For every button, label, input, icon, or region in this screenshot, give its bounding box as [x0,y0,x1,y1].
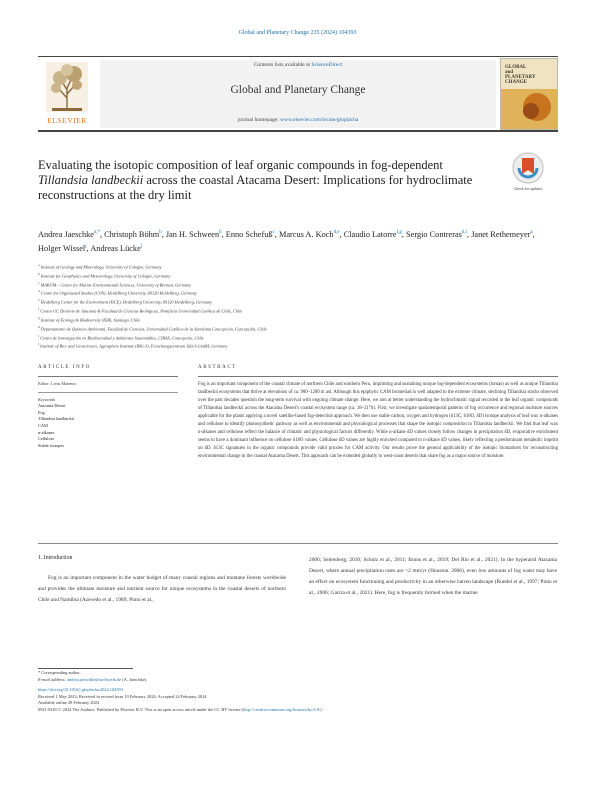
keywords-heading: Keywords [38,396,56,402]
author-name[interactable]: Marcus A. Koch [278,229,334,239]
email-label: E-mail address: [38,676,68,682]
author-affiliation-marker[interactable]: d,e [333,230,340,235]
homepage-prefix: journal homepage: [237,117,281,123]
affiliation-text: Institute of Geology and Mineralogy, University of Cologne, Germany [40,264,162,270]
author-name[interactable]: Claudio Latorre [343,229,397,239]
author-affiliation-marker[interactable]: b [159,230,162,235]
license-line [38,707,558,714]
affiliation-item [38,324,558,333]
contents-prefix: Contents lists available at [253,62,312,68]
crossmark-icon[interactable] [510,150,546,186]
doi-link[interactable]: https://doi.org/10.1016/j.gloplacha.2024.104393 [38,687,123,693]
title-part-2: across the coastal Atacama Desert: Implications for hydroclimate reconstructions at the dry limit [38,173,473,202]
affiliation-item [38,315,558,324]
author-affiliation-marker[interactable]: j [85,244,87,250]
affiliation-key: c [38,280,40,285]
keyword: n-alkanes [38,429,55,435]
affiliation-text: Institute of Ecology & Biodiversity (IEB), Santiago, Chile [40,317,141,323]
affiliation-item [38,333,558,342]
header-top-rule [38,56,558,57]
article-info-rule [38,376,178,377]
affiliation-text: Centro de Investigación en Biodiversidad y Ambientes Sustentables, CIBAS, Concepción, Chile [40,335,204,341]
contents-available [100,62,496,68]
keyword: Atacama Desert [38,403,66,409]
affiliation-item [38,280,558,289]
article-info-heading: ARTICLE INFO [38,365,91,370]
keywords-rule [38,392,178,393]
editor-line: Editor: Liviu Matenco [38,380,77,386]
affiliation-text: MARUM – Center for Marine Environmental Sciences, University of Bremen, Germany [40,282,192,288]
affiliation-key: e [38,298,40,303]
keyword: Stable isotopes [38,442,64,448]
intro-right-text: 2006; Seitenberg, 2010; Schulz et al., 2011; Bruns et al., 2019; Del Río et al., 2021). In the hyperarid Atacama Desert, where annual precipitation rates are <2 mm/yr (Houston, 2006), even low amounts of fog water may have an effect on ecosystem functioning and productivity in an otherwise barren landscape (Rundel et al., 1997; Pinto et al., 2006; García et al., 2021). Here, fog is frequently formed when the marine [309,557,557,596]
footnotes [38,670,558,714]
author-name[interactable]: Andreas Lücke [90,244,141,254]
email-line [38,677,558,684]
keyword-list [38,403,178,449]
article-info-section [38,365,178,449]
sciencedirect-link[interactable]: ScienceDirect [311,62,343,68]
license-suffix: ). [320,706,323,712]
title-part-1: Evaluating the isotopic composition of leaf organic compounds in fog-dependent [38,158,443,172]
abstract-bottom-rule [38,543,558,544]
affiliation-key: j [38,342,39,347]
affiliation-text: Heidelberg Center for the Environment (HCE), Heidelberg University, 69120 Heidelberg, Germany [40,299,212,305]
article-title [38,158,493,203]
affiliation-key: b [38,271,40,276]
affiliation-key: g [38,315,40,320]
author-affiliation-marker[interactable]: a,* [93,230,100,235]
intro-right-column [309,555,557,599]
cover-title: GLOBAL and PLANETARY CHANGE [505,65,536,85]
abstract-section [198,365,558,461]
abstract-heading: ABSTRACT [198,365,237,370]
affiliation-text: Centro UC Desierto de Atacama & Facultad de Ciencias Biológicas, Pontificia Universidad Católica de Chile, Chile [40,308,243,314]
affiliation-list [38,262,558,350]
affiliation-key: h [38,324,40,329]
affiliation-item [38,288,558,297]
author-name[interactable]: Christoph Böhm [104,229,160,239]
email-suffix: (A. Jaeschke). [121,676,148,682]
homepage-link[interactable]: www.elsevier.com/locate/gloplacha [280,117,359,123]
email-link[interactable]: andrea.jaeschke@uni-koeln.de [67,676,122,682]
license-link[interactable]: http://creativecommons.org/licenses/by/4.0/ [243,706,321,712]
affiliation-item [38,271,558,280]
affiliation-text: Institute of Bio- and Geosciences, Agrosphere Institute (IBG-3), Forschungszentrum Jülich GmbH, Germany [40,343,228,349]
journal-citation-line[interactable]: Global and Planetary Change 235 (2024) 104393 [238,30,357,36]
author-name[interactable]: Enno Schefuß [225,229,273,239]
crossmark-label: Check for updates [513,186,543,191]
author-name[interactable]: Janet Rethemeyer [471,229,531,239]
affiliation-key: d [38,289,40,294]
footnote-rule [38,668,133,669]
affiliation-text: Departamento de Química Ambiental, Facultad de Ciencias, Universidad Católica de la Santísima Concepción, Concepción, Chile [40,326,267,332]
author-affiliation-marker[interactable]: j [140,244,143,250]
intro-heading: 1. Introduction [38,555,73,561]
cover-image [501,89,557,129]
author-list: Andrea Jaeschke$^{a,*}$, Christoph Böhm$^b$, Jan H. Schween$^b$, Enno Schefuß$^c$, Marcus A. Koch$^{d,e}$, Claudio Latorre$^{f,g}$, Sergio Contreras$^{h,i}$, Janet Rethemeyer$^a$, Holger Wissel$^j$, Andreas Lücke$^j$ [38,229,535,254]
keyword: CAM [38,422,48,428]
author-affiliation-marker[interactable]: h,i [461,230,468,235]
affiliation-item [38,262,558,271]
affiliation-item [38,341,558,350]
author-name[interactable]: Sergio Contreras [406,229,462,239]
author-affiliation-marker[interactable]: f,g [396,230,402,235]
affiliation-item [38,297,558,306]
journal-title[interactable]: Global and Planetary Change [230,84,366,96]
author-name[interactable]: Andrea Jaeschke [38,229,94,239]
available-online: Available online 28 February 2024 [38,700,100,706]
received-dates: Received 1 May 2023; Received in revised form 19 February 2024; Accepted 24 February 2024 [38,693,207,699]
license-prefix: 0921-8181/© 2024 The Authors. Published by Elsevier B.V. This is an open access article under the CC BY license ( [38,706,244,712]
keyword: Cellulose [38,436,55,442]
header-bottom-rule [38,130,558,132]
abstract-rule [198,376,558,377]
author-name[interactable]: Holger Wissel [38,244,86,254]
affiliation-key: i [38,333,39,338]
affiliation-key: a [38,263,40,267]
keyword: Tillandsia landbeckii [38,416,75,422]
affiliation-text: Centre for Organismal Studies (COS), Heidelberg University, 69120 Heidelberg, Germany [40,290,197,296]
author-affiliation-marker[interactable]: c [272,230,275,235]
journal-homepage [100,117,496,123]
affiliation-text: Institute for Geophysics and Meteorology, University of Cologne, Germany [40,273,171,279]
keyword: Fog [38,409,45,415]
journal-cover-thumbnail[interactable] [500,58,558,130]
elsevier-wordmark: ELSEVIER [47,116,87,125]
affiliation-item [38,306,558,315]
author-affiliation-marker[interactable]: a [530,230,533,235]
intro-left-column [38,555,286,606]
author-affiliation-marker[interactable]: b [219,230,222,235]
affiliation-key: f [38,307,40,312]
abstract-text: Fog is an important component of the coastal climate of northern Chile and southern Peru, imprinting and sustaining unique fog-dependent ecosystems (lomas) as well as unique Tillandsia landbeckii ecosystems that thrive at elevations of ca. 900–1200 m asl. Although this epiphytic CAM bromeliad is well adapted to the extreme climate, declining Tillandsia stocks observed over the past decades question the long-term survival with ongoing climate change. Here, we aim at better understanding the hydroclimatic signal recorded in the leaf organic compounds of Tillandsia landbeckii across the Atacama Desert's coastal ecosystem range (ca. 18–21°S). First, we investigate spatiotemporal patterns of fog occurrence and regional moisture sources applicable for the plants applying a novel satellite-based fog-detection approach. We then use stable carbon, oxygen and hydrogen (δ13C, δ18O, δD) isotope analysis of leaf wax n-alkanes and cellulose to identify photosynthetic pathway as well as environmental and physiological processes that shape the isotopic composition in Tillandsia landbeckii. We find that leaf wax n-alkanes and cellulose reflect the balance of climatic and physiological factors differently. While n-alkane δD values closely follow changes in precipitation δD, evaporative enrichment seems to have a dominant influence on cellulose δ18O values. Cellulose δD values are highly enriched compared to n-alkane δD values, likely reflecting a predominant metabolic imprint on δD. δ13C signatures in the organic compounds provide valid proxies for CAM activity. Our results prove the general applicability of the isotopic biomarkers for reconstructing environmental change in the coastal Atacama Desert. This approach can be extended globally to west-coast deserts that share fog as a major source of moisture. [198,381,558,459]
title-species: Tillandsia landbeckii [38,173,144,187]
intro-left-text: Fog is an important component in the water budget of many coastal regions and montane forests worldwide and provides the ultimate moisture and nutrient source for unique ecosystems in the coastal deserts of northern Chile and Namibia (Azevedo et al., 1989; Pinto et al., [38,575,286,603]
author-name[interactable]: Jan H. Schween [165,229,220,239]
corresponding-author-note: * Corresponding author. [38,670,81,675]
